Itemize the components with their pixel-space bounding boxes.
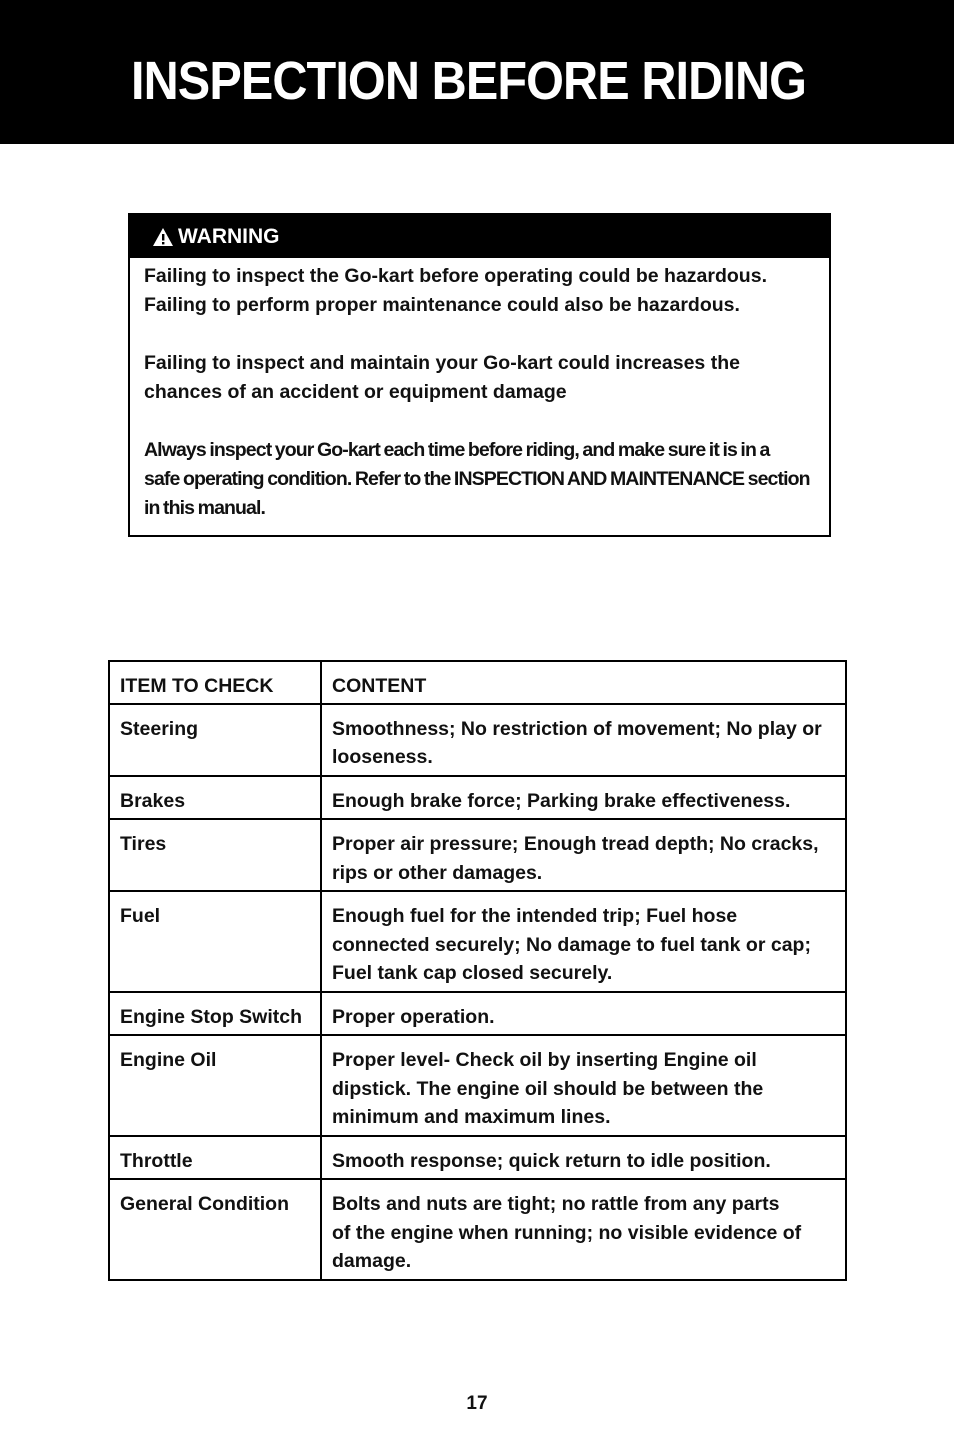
item-cell: Engine Oil bbox=[109, 1035, 321, 1136]
item-cell: Brakes bbox=[109, 776, 321, 820]
warning-paragraph bbox=[144, 262, 823, 320]
content-line: dipstick. The engine oil should be between the bbox=[332, 1077, 764, 1100]
warning-line: in this manual. bbox=[144, 497, 266, 519]
column-header-item: ITEM TO CHECK bbox=[109, 661, 321, 704]
item-cell: Steering bbox=[109, 704, 321, 776]
item-cell: Tires bbox=[109, 819, 321, 891]
warning-line: Failing to inspect the Go-kart before operating could be hazardous. bbox=[144, 265, 767, 287]
content-line: Enough brake force; Parking brake effectiveness. bbox=[332, 789, 791, 812]
content-line: of the engine when running; no visible evidence of bbox=[332, 1221, 802, 1244]
content-cell bbox=[321, 992, 846, 1036]
table-row bbox=[109, 776, 846, 820]
content-line: Fuel tank cap closed securely. bbox=[332, 962, 613, 984]
table-row bbox=[109, 1035, 846, 1136]
table-row bbox=[109, 891, 846, 992]
table-row bbox=[109, 992, 846, 1036]
content-cell bbox=[321, 1035, 846, 1136]
inspection-table bbox=[108, 660, 847, 1281]
content-cell bbox=[321, 1179, 846, 1280]
content-cell bbox=[321, 704, 846, 776]
header-band bbox=[0, 0, 954, 144]
table-row bbox=[109, 1179, 846, 1280]
warning-box bbox=[128, 213, 831, 537]
item-cell: Fuel bbox=[109, 891, 321, 992]
warning-body bbox=[130, 258, 829, 523]
content-line: connected securely; No damage to fuel tank or cap; bbox=[332, 933, 811, 956]
warning-header bbox=[130, 215, 829, 258]
content-cell bbox=[321, 819, 846, 891]
table-header-row bbox=[109, 661, 846, 704]
page-title: INSPECTION BEFORE RIDING bbox=[131, 51, 807, 111]
column-header-content: CONTENT bbox=[321, 661, 846, 704]
item-cell: Throttle bbox=[109, 1136, 321, 1180]
content-cell bbox=[321, 776, 846, 820]
warning-line: safe operating condition. Refer to the INSPECTION AND MAINTENANCE section bbox=[144, 468, 810, 490]
content-line: Proper air pressure; Enough tread depth; No cracks, bbox=[332, 833, 819, 855]
warning-line: Always inspect your Go-kart each time before riding, and make sure it is in a bbox=[144, 439, 770, 461]
warning-paragraph bbox=[144, 436, 823, 523]
item-cell: General Condition bbox=[109, 1179, 321, 1280]
content-line: damage. bbox=[332, 1250, 412, 1272]
warning-line: chances of an accident or equipment damage bbox=[144, 381, 567, 403]
page-number: 17 bbox=[466, 1393, 488, 1414]
content-line: rips or other damages. bbox=[332, 861, 543, 884]
table-row bbox=[109, 704, 846, 776]
content-line: Bolts and nuts are tight; no rattle from any parts bbox=[332, 1193, 780, 1215]
content-line: Enough fuel for the intended trip; Fuel hose bbox=[332, 905, 738, 927]
content-line: Proper level- Check oil by inserting Engine oil bbox=[332, 1049, 757, 1071]
content-line: looseness. bbox=[332, 746, 433, 768]
warning-label: WARNING bbox=[178, 224, 280, 248]
item-cell: Engine Stop Switch bbox=[109, 992, 321, 1036]
warning-paragraph bbox=[144, 349, 823, 407]
warning-line: Failing to inspect and maintain your Go-kart could increases the bbox=[144, 352, 740, 374]
warning-line: Failing to perform proper maintenance could also be hazardous. bbox=[144, 294, 740, 316]
content-line: minimum and maximum lines. bbox=[332, 1106, 611, 1128]
table-row bbox=[109, 1136, 846, 1180]
content-cell bbox=[321, 1136, 846, 1180]
content-line: Proper operation. bbox=[332, 1005, 495, 1028]
content-line: Smooth response; quick return to idle position. bbox=[332, 1149, 771, 1172]
content-cell bbox=[321, 891, 846, 992]
warning-triangle-icon bbox=[152, 227, 174, 247]
content-line: Smoothness; No restriction of movement; No play or bbox=[332, 717, 822, 740]
table-row bbox=[109, 819, 846, 891]
